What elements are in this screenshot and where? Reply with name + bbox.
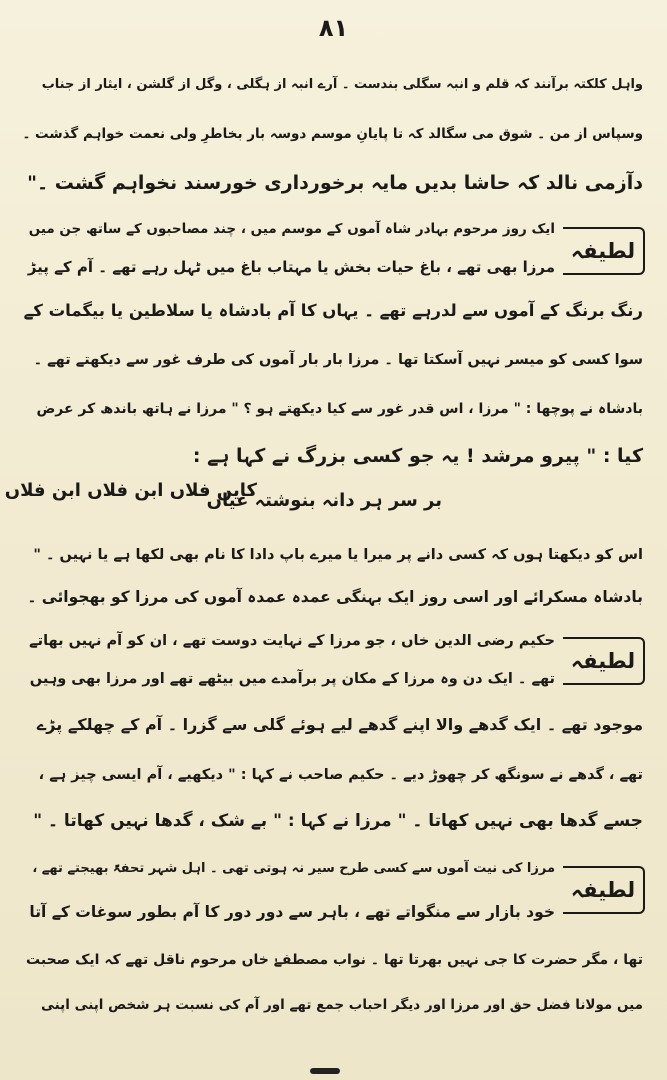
latifa-label: لطیفہ — [563, 637, 645, 685]
text-line: مرزا بھی تھے ، باغ حیات بخش یا مہتاب باغ میں ٹہل رہے تھے ۔ آم کے پیڑ — [27, 258, 555, 276]
verse-first-hemistich: بر سر ہر دانہ بنوشتہ عیاں — [206, 490, 442, 511]
text-line: خود بازار سے منگواتے تھے ، باہر سے دور دور کا آم بطور سوغات کے آتا — [29, 903, 555, 921]
text-line: اس کو دیکھتا ہوں کہ کسی دانے پر میرا یا میرے باپ دادا کا نام بھی لکھا ہے یا نہیں ۔ " — [33, 547, 643, 563]
text-line: وسپاس از من ۔ شوق می سگالد کہ تا پایانِ موسم دوسہ بار بخاطرِ ولی نعمت خواہم گذشت ۔ — [22, 126, 643, 142]
text-line: تھا ، مگر حضرت کا جی نہیں بھرتا تھا ۔ نواب مصطفےٰ خاں مرحوم ناقل تھے کہ ایک صحبت — [26, 952, 643, 968]
text-line: جسے گدھا بھی نہیں کھاتا ۔ " مرزا نے کہا : " بے شک ، گدھا نہیں کھاتا ۔ " — [33, 811, 643, 831]
page-edge-mark — [310, 1068, 340, 1074]
page-number: ۸۱ — [318, 14, 349, 42]
latifa-label: لطیفہ — [563, 866, 645, 914]
text-line: رنگ برنگ کے آموں سے لدرہے تھے ۔ یہاں کا آم بادشاہ یا سلاطین یا بیگمات کے — [23, 301, 643, 320]
text-line: بادشاہ نے پوچھا : " مرزا ، اس قدر غور سے کیا دیکھتے ہو ؟ " مرزا نے ہاتھ باندھ کر عرض — [36, 401, 643, 417]
text-line: سوا کسی کو میسر نہیں آسکتا تھا ۔ مرزا بار بار آموں کی طرف غور سے دیکھتے تھے ۔ — [33, 352, 643, 368]
text-line: حکیم رضی الدین خاں ، جو مرزا کے نہایت دوست تھے ، ان کو آم نہیں بھاتے — [29, 633, 555, 649]
text-line: میں مولانا فضل حق اور مرزا اور دیگر احباب جمع تھے اور آم کی نسبت ہر شخص اپنی اپنی — [41, 997, 643, 1013]
text-line: بادشاہ مسکرائے اور اسی روز ایک بہنگی عمدہ عمدہ آموں کی مرزا کو بھجوائی ۔ — [27, 588, 643, 606]
verse-second-hemistich: کایں فلاں ابن فلاں ابن فلاں — [4, 480, 257, 501]
text-line: تھے ، گدھے نے سونگھ کر چھوڑ دیے ۔ حکیم صاحب نے کہا : " دیکھیے ، آم ایسی چیز ہے ، — [38, 767, 643, 783]
text-line: ایک روز مرحوم بہادر شاہ آموں کے موسم میں ، چند مصاحبوں کے ساتھ جن میں — [28, 221, 555, 237]
text-line: واہل کلکتہ برآنند کہ قلم و انبہ سگلی بندست ۔ آرے انبہ از ہگلی ، وگل از گلشن ، ایثار از جناب — [41, 77, 643, 92]
text-line: مرزا کی نیت آموں سے کسی طرح سیر نہ ہوتی تھی ۔ اہل شہر تحفۃً بھیجتے تھے ، — [32, 861, 555, 876]
text-line: تھے ۔ ایک دن وہ مرزا کے مکان پر برآمدے میں بیٹھے تھے اور مرزا بھی وہیں — [29, 671, 555, 687]
text-line: دآزمی نالد کہ حاشا بدیں مایہ برخورداری خورسند نخواہم گشت ۔" — [27, 172, 643, 194]
latifa-label: لطیفہ — [563, 227, 645, 275]
text-line: موجود تھے ۔ ایک گدھے والا اپنے گدھے لیے ہوئے گلی سے گزرا ۔ آم کے چھلکے پڑے — [36, 715, 643, 734]
text-line: کیا : " پیرو مرشد ! یہ جو کسی بزرگ نے کہا ہے : — [192, 445, 643, 467]
